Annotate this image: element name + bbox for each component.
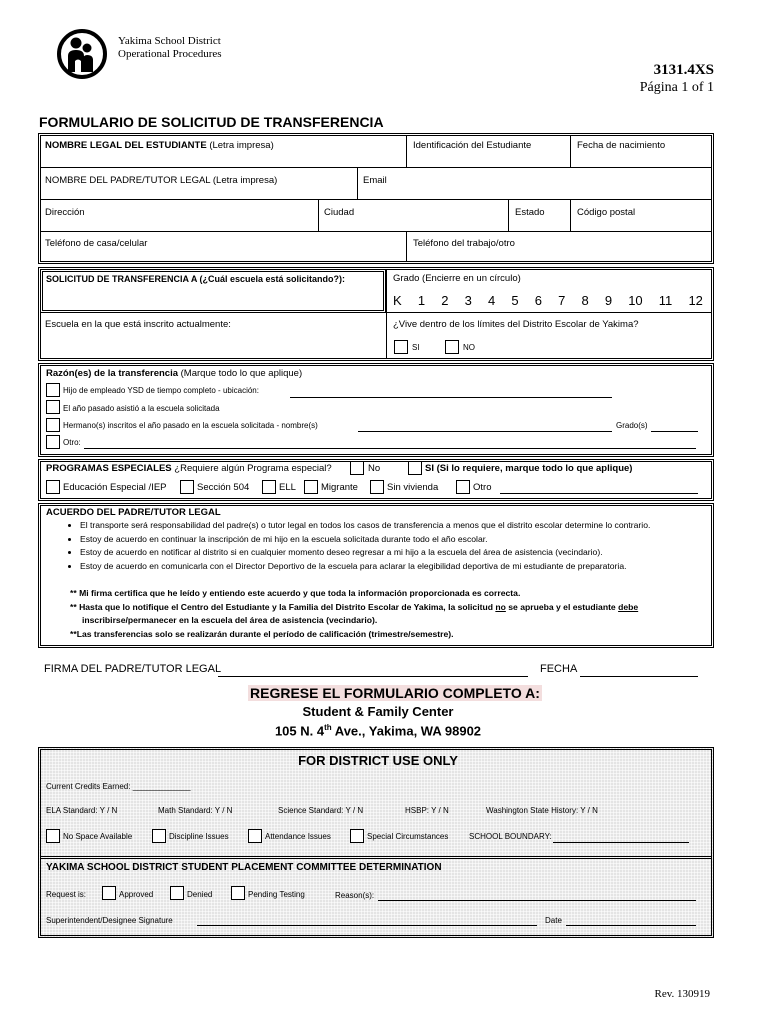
district-check-label: Attendance Issues bbox=[265, 832, 331, 841]
agreement-note-3: **Las transferencias solo se realizarán durante el período de calificación (trimestre/semestre). bbox=[70, 629, 454, 639]
agreement-note-2: ** Hasta que lo notifique el Centro del Estudiante y la Familia del Distrito Escolar de Yakima, la solicitud no se aprueba y el estudiante debe bbox=[70, 602, 639, 612]
district-date-line[interactable] bbox=[566, 925, 696, 926]
request-is-label: Request is: bbox=[46, 890, 87, 899]
programs-question: PROGRAMAS ESPECIALES ¿Requiere algún Programa especial? bbox=[46, 463, 332, 474]
grade-option[interactable]: 6 bbox=[534, 293, 542, 308]
grade-option[interactable]: 9 bbox=[604, 293, 613, 308]
school-boundary-line[interactable] bbox=[553, 842, 689, 843]
signature-date-line[interactable] bbox=[580, 676, 698, 677]
form-title: FORMULARIO DE SOLICITUD DE TRANSFERENCIA bbox=[39, 114, 384, 130]
parent-signature-line[interactable] bbox=[218, 676, 528, 677]
program-checkbox[interactable] bbox=[304, 480, 318, 494]
agreement-bullet: • Estoy de acuerdo en notificar al distrito si en cualquier momento deseo regresar a mi hijo a la escuela del área de asistencia (vecindario). bbox=[80, 546, 706, 560]
return-title: REGRESE EL FORMULARIO COMPLETO A: bbox=[250, 685, 540, 701]
agreement-bullet: • El transporte será responsabilidad del padre(s) o tutor legal en todos los casos de transferencia a menos que el distrito escolar determine lo contrario. bbox=[80, 519, 706, 533]
org-subtitle: Operational Procedures bbox=[118, 48, 222, 60]
grade-option[interactable]: 4 bbox=[487, 293, 496, 308]
district-date-label: Date bbox=[545, 916, 562, 925]
reason-label: El año pasado asistió a la escuela solicitada bbox=[63, 404, 220, 413]
decision-label: Approved bbox=[119, 890, 154, 899]
school-boundary-label: SCHOOL BOUNDARY: bbox=[469, 832, 552, 841]
reason-checkbox[interactable] bbox=[46, 383, 60, 397]
current-school-field[interactable]: Escuela en la que está inscrito actualmente: bbox=[45, 319, 231, 330]
grade-option[interactable]: 12 bbox=[688, 293, 703, 308]
agreement-bullet: • Estoy de acuerdo en comunicarla con el Director Deportivo de la escuela para aclarar la elegibilidad deportiva de mi estudiante de preparatoria. bbox=[80, 560, 706, 574]
credits-field[interactable]: Current Credits Earned: _____________ bbox=[46, 782, 191, 791]
programs-no-label: No bbox=[368, 463, 381, 474]
grade-option[interactable]: 1 bbox=[417, 293, 426, 308]
grade-option[interactable]: 10 bbox=[628, 293, 643, 308]
program-label: Migrante bbox=[321, 482, 358, 493]
email-field[interactable]: Email bbox=[363, 175, 387, 186]
reason-label: Hijo de empleado YSD de tiempo completo - ubicación: bbox=[63, 386, 259, 395]
district-check-label: No Space Available bbox=[63, 832, 133, 841]
decision-label: Pending Testing bbox=[248, 890, 305, 899]
reasons-field-label: Reason(s): bbox=[335, 891, 375, 900]
grade-label: Grado (Encierre en un círculo) bbox=[393, 273, 521, 284]
district-checkbox[interactable] bbox=[46, 829, 60, 843]
agreement-title: ACUERDO DEL PADRE/TUTOR LEGAL bbox=[46, 507, 221, 518]
siblings-grade-label: Grado(s) bbox=[616, 421, 648, 430]
parent-signature-label: FIRMA DEL PADRE/TUTOR LEGAL bbox=[44, 663, 222, 675]
grade-selector bbox=[393, 293, 703, 308]
revision-number: Rev. 130919 bbox=[654, 988, 710, 1000]
district-check-label: Special Circumstances bbox=[367, 832, 449, 841]
no-checkbox[interactable] bbox=[445, 340, 459, 354]
org-name: Yakima School District bbox=[118, 35, 221, 47]
decision-label: Denied bbox=[187, 890, 213, 899]
district-checkbox[interactable] bbox=[248, 829, 262, 843]
return-line-1: Student & Family Center bbox=[302, 704, 454, 719]
grade-option[interactable]: 2 bbox=[441, 293, 449, 308]
program-label: Otro bbox=[473, 482, 492, 493]
decision-checkbox[interactable] bbox=[102, 886, 116, 900]
family-logo-icon bbox=[56, 28, 108, 80]
page-number: Página 1 of 1 bbox=[639, 80, 714, 95]
district-checkbox[interactable] bbox=[350, 829, 364, 843]
grade-option[interactable]: 8 bbox=[581, 293, 589, 308]
request-school-field[interactable]: SOLICITUD DE TRANSFERENCIA A (¿Cuál escuela está solicitando?): bbox=[46, 274, 346, 284]
superintendent-signature-line[interactable] bbox=[197, 925, 537, 926]
program-checkbox[interactable] bbox=[180, 480, 194, 494]
program-label: Educación Especial /IEP bbox=[63, 482, 167, 493]
program-checkbox[interactable] bbox=[456, 480, 470, 494]
parent-name-field[interactable]: NOMBRE DEL PADRE/TUTOR LEGAL (Letra impresa) bbox=[45, 175, 278, 186]
program-checkbox[interactable] bbox=[46, 480, 60, 494]
reason-label: Otro: bbox=[63, 438, 81, 447]
science-standard[interactable]: Science Standard: Y / N bbox=[278, 806, 364, 815]
state-field[interactable]: Estado bbox=[515, 207, 545, 218]
math-standard[interactable]: Math Standard: Y / N bbox=[158, 806, 233, 815]
city-field[interactable]: Ciudad bbox=[324, 207, 355, 218]
program-label: ELL bbox=[279, 482, 296, 493]
agreement-note-1: ** Mi firma certifica que he leído y entiendo este acuerdo y que toda la información proporcionada es correcta. bbox=[70, 588, 521, 598]
home-phone-field[interactable]: Teléfono de casa/celular bbox=[45, 238, 148, 249]
student-name-field[interactable]: NOMBRE LEGAL DEL ESTUDIANTE (Letra impresa) bbox=[45, 140, 274, 151]
grade-option[interactable]: K bbox=[393, 293, 402, 308]
grade-option[interactable]: 11 bbox=[658, 293, 673, 308]
yes-label: SI bbox=[412, 343, 420, 352]
dob-field[interactable]: Fecha de nacimiento bbox=[577, 140, 666, 151]
district-check-label: Discipline Issues bbox=[169, 832, 229, 841]
superintendent-signature-label: Superintendent/Designee Signature bbox=[46, 916, 173, 925]
reason-checkbox[interactable] bbox=[46, 435, 60, 449]
grade-option[interactable]: 7 bbox=[558, 293, 566, 308]
grade-option[interactable]: 3 bbox=[464, 293, 472, 308]
decision-checkbox[interactable] bbox=[170, 886, 184, 900]
signature-date-label: FECHA bbox=[540, 663, 578, 675]
return-address: 105 N. 4th Ave., Yakima, WA 98902 bbox=[274, 723, 482, 739]
program-checkbox[interactable] bbox=[262, 480, 276, 494]
boundary-question: ¿Vive dentro de los límites del Distrito Escolar de Yakima? bbox=[393, 319, 639, 330]
work-phone-field[interactable]: Teléfono del trabajo/otro bbox=[413, 238, 515, 249]
programs-yes-checkbox[interactable] bbox=[408, 461, 422, 475]
wa-history-standard[interactable]: Washington State History: Y / N bbox=[486, 806, 598, 815]
agreement-bullets bbox=[66, 519, 706, 573]
zip-field[interactable]: Código postal bbox=[577, 207, 636, 218]
reason-checkbox[interactable] bbox=[46, 400, 60, 414]
district-checkbox[interactable] bbox=[152, 829, 166, 843]
grade-option[interactable]: 5 bbox=[511, 293, 519, 308]
reason-checkbox[interactable] bbox=[46, 418, 60, 432]
student-id-field[interactable]: Identificación del Estudiante bbox=[413, 140, 532, 151]
no-label: NO bbox=[463, 343, 475, 352]
reasons-field-line[interactable] bbox=[378, 900, 696, 901]
district-title: FOR DISTRICT USE ONLY bbox=[298, 753, 458, 768]
program-label: Sección 504 bbox=[197, 482, 250, 493]
agreement-bullet: • Estoy de acuerdo en continuar la inscripción de mi hijo en la escuela solicitada durante todo el año escolar. bbox=[80, 533, 706, 547]
yes-checkbox[interactable] bbox=[394, 340, 408, 354]
decision-checkbox[interactable] bbox=[231, 886, 245, 900]
reason-label: Hermano(s) inscritos el año pasado en la escuela solicitada - nombre(s) bbox=[63, 421, 318, 430]
hsbp-standard[interactable]: HSBP: Y / N bbox=[405, 806, 449, 815]
programs-yes-label: SI (Si lo requiere, marque todo lo que aplique) bbox=[425, 463, 633, 474]
address-field[interactable]: Dirección bbox=[45, 207, 85, 218]
programs-no-checkbox[interactable] bbox=[350, 461, 364, 475]
agreement-note-2-cont: inscribirse/permanecer en la escuela del área de asistencia (vecindario). bbox=[82, 615, 378, 625]
program-label: Sin vivienda bbox=[387, 482, 439, 493]
doc-number: 3131.4XS bbox=[653, 62, 714, 78]
reasons-title: Razón(es) de la transferencia (Marque todo lo que aplique) bbox=[46, 368, 303, 379]
committee-title: YAKIMA SCHOOL DISTRICT STUDENT PLACEMENT COMMITTEE DETERMINATION bbox=[46, 862, 442, 873]
ela-standard[interactable]: ELA Standard: Y / N bbox=[46, 806, 118, 815]
program-checkbox[interactable] bbox=[370, 480, 384, 494]
